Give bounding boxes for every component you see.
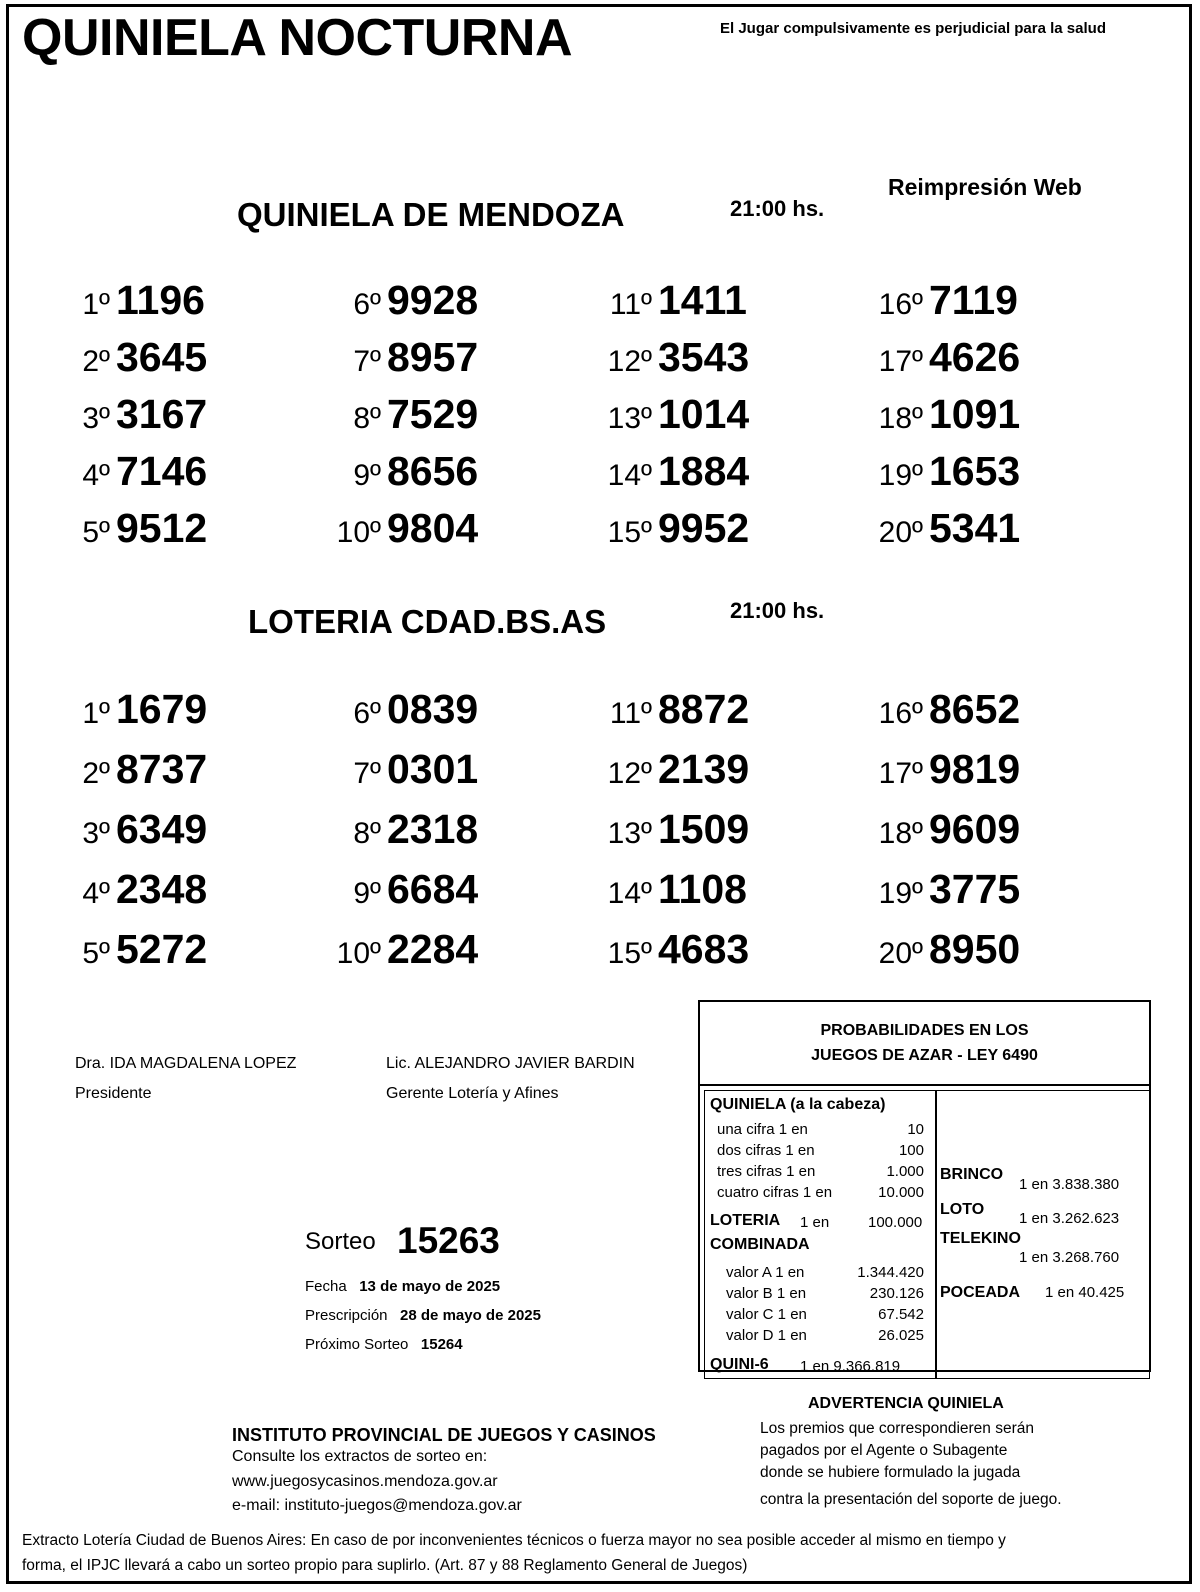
mendoza-title: QUINIELA DE MENDOZA (237, 196, 625, 233)
result-position: 14º (607, 459, 652, 492)
prescripcion-value: 28 de mayo de 2025 (400, 1307, 541, 1324)
probabilities-title-1: PROBABILIDADES EN LOS (820, 1022, 1029, 1039)
result-position: 20º (878, 937, 923, 970)
result-entry (604, 505, 749, 552)
odds-value: 10.000 (878, 1184, 924, 1201)
odds-label: una cifra 1 en (717, 1121, 808, 1138)
result-number: 1884 (658, 448, 750, 494)
result-entry (62, 686, 207, 733)
result-entry (62, 746, 207, 793)
footer-note-line1: Extracto Lotería Ciudad de Buenos Aires: En caso de por inconvenientes técnicos o fuerza mayor no sea posible acceder al mismo en tiempo y (22, 1532, 1006, 1549)
result-number: 1411 (658, 277, 747, 323)
health-warning: El Jugar compulsivamente es perjudicial para la salud (720, 20, 1106, 37)
loteria-time: 21:00 hs. (730, 598, 825, 623)
odds-label: valor D 1 en (726, 1327, 807, 1344)
result-entry (875, 746, 1020, 793)
odds-value: 1.000 (886, 1163, 924, 1180)
loteria-title: LOTERIA CDAD.BS.AS (248, 603, 607, 640)
result-number: 0301 (387, 746, 479, 792)
result-number: 6349 (116, 806, 208, 852)
poceada-odds-head: POCEADA (940, 1284, 1021, 1301)
odds-label: cuatro cifras 1 en (717, 1184, 833, 1201)
result-entry (604, 806, 749, 853)
result-entry (62, 448, 207, 495)
result-number: 1679 (116, 686, 208, 732)
result-position: 16º (878, 697, 923, 730)
result-entry (62, 926, 207, 973)
result-position: 5º (82, 937, 110, 970)
result-position: 4º (82, 459, 110, 492)
result-number: 8957 (387, 334, 479, 380)
result-entry (62, 866, 207, 913)
advertencia-title: ADVERTENCIA QUINIELA (808, 1395, 1004, 1412)
result-number: 3543 (658, 334, 750, 380)
result-entry (604, 746, 749, 793)
result-number: 5341 (929, 505, 1021, 551)
telekino-odds-head: TELEKINO (940, 1230, 1021, 1247)
result-entry (62, 277, 205, 324)
probabilities-divider (698, 1084, 1151, 1086)
advertencia-line: Los premios que correspondieren serán (760, 1420, 1034, 1437)
result-entry (604, 277, 747, 324)
brinco-odds-value: 1 en 3.838.380 (1019, 1176, 1120, 1193)
odds-value: 1.344.420 (857, 1264, 924, 1281)
result-number: 8872 (658, 686, 750, 732)
result-number: 9609 (929, 806, 1021, 852)
result-position: 18º (878, 402, 923, 435)
result-number: 8656 (387, 448, 479, 494)
result-entry (604, 334, 749, 381)
result-position: 13º (607, 402, 652, 435)
result-number: 1196 (116, 277, 205, 323)
result-entry (62, 334, 207, 381)
result-entry (604, 448, 749, 495)
result-number: 3775 (929, 866, 1021, 912)
result-position: 19º (878, 877, 923, 910)
loto-odds-head: LOTO (940, 1201, 985, 1218)
result-number: 4626 (929, 334, 1021, 380)
result-position: 7º (353, 757, 381, 790)
result-number: 3167 (116, 391, 208, 437)
result-position: 6º (353, 288, 381, 321)
result-position: 11º (609, 288, 652, 321)
result-number: 9819 (929, 746, 1021, 792)
result-number: 9804 (387, 505, 479, 551)
result-number: 2318 (387, 806, 479, 852)
result-entry (604, 391, 749, 438)
result-number: 7529 (387, 391, 479, 437)
result-number: 9952 (658, 505, 750, 551)
fecha-value: 13 de mayo de 2025 (359, 1278, 501, 1295)
odds-value: 67.542 (878, 1306, 924, 1323)
result-entry (604, 866, 747, 913)
institute-email-link[interactable]: e-mail: instituto-juegos@mendoza.gov.ar (232, 1497, 522, 1514)
institute-website-link[interactable]: www.juegosycasinos.mendoza.gov.ar (232, 1473, 498, 1490)
result-position: 14º (607, 877, 652, 910)
result-entry (875, 391, 1020, 438)
odds-value: 10 (907, 1121, 924, 1138)
odds-label: valor B 1 en (726, 1285, 807, 1302)
result-position: 12º (607, 345, 652, 378)
result-position: 9º (353, 877, 381, 910)
result-entry (333, 746, 478, 793)
signatory-left-name: Dra. IDA MAGDALENA LOPEZ (75, 1055, 297, 1072)
institute-name: INSTITUTO PROVINCIAL DE JUEGOS Y CASINOS (232, 1425, 656, 1445)
result-entry (604, 686, 749, 733)
result-number: 6684 (387, 866, 479, 912)
result-position: 2º (82, 757, 110, 790)
result-entry (333, 866, 478, 913)
result-entry (875, 334, 1020, 381)
result-position: 17º (878, 757, 923, 790)
result-entry (875, 866, 1020, 913)
result-number: 1509 (658, 806, 750, 852)
result-position: 18º (878, 817, 923, 850)
result-position: 10º (336, 516, 381, 549)
loto-odds-value: 1 en 3.262.623 (1019, 1210, 1120, 1227)
result-number: 1653 (929, 448, 1021, 494)
result-entry (62, 505, 207, 552)
result-position: 15º (607, 937, 652, 970)
result-position: 2º (82, 345, 110, 378)
result-position: 20º (878, 516, 923, 549)
result-position: 8º (353, 402, 381, 435)
result-number: 7119 (929, 277, 1018, 323)
odds-label: dos cifras 1 en (717, 1142, 815, 1159)
result-number: 1108 (658, 866, 747, 912)
result-entry (875, 277, 1018, 324)
result-position: 10º (336, 937, 381, 970)
result-position: 3º (82, 402, 110, 435)
result-number: 2284 (387, 926, 479, 972)
footer-note-line2: forma, el IPJC llevará a cabo un sorteo propio para suplirlo. (Art. 87 y 88 Reglamento General de Juegos) (22, 1557, 748, 1574)
odds-label: valor A 1 en (726, 1264, 805, 1281)
fecha-row (305, 1278, 500, 1295)
result-entry (333, 448, 478, 495)
brinco-odds-head: BRINCO (940, 1166, 1004, 1183)
probabilities-column-divider (935, 1090, 937, 1379)
result-number: 1091 (929, 391, 1021, 437)
fecha-label: Fecha (305, 1278, 347, 1295)
result-entry (333, 277, 478, 324)
proximo-row (305, 1336, 463, 1353)
odds-value: 230.126 (869, 1285, 924, 1302)
result-position: 17º (878, 345, 923, 378)
result-entry (875, 926, 1020, 973)
advertencia-line: pagados por el Agente o Subagente (760, 1442, 1008, 1459)
result-position: 1º (82, 697, 110, 730)
quini6-odds-value: 1 en 9.366.819 (800, 1358, 901, 1375)
signatory-left-role: Presidente (75, 1085, 152, 1102)
result-number: 9928 (387, 277, 479, 323)
result-position: 6º (353, 697, 381, 730)
result-position: 5º (82, 516, 110, 549)
result-position: 3º (82, 817, 110, 850)
result-number: 2348 (116, 866, 208, 912)
result-entry (333, 334, 478, 381)
prescripcion-row (305, 1307, 541, 1324)
probabilities-title-2: JUEGOS DE AZAR - LEY 6490 (811, 1047, 1038, 1064)
advertencia-line: contra la presentación del soporte de juego. (760, 1491, 1062, 1508)
odds-label: tres cifras 1 en (717, 1163, 816, 1180)
telekino-odds-value: 1 en 3.268.760 (1019, 1249, 1120, 1266)
sorteo-number: 15263 (397, 1220, 500, 1261)
result-entry (62, 806, 207, 853)
page-title: QUINIELA NOCTURNA (22, 9, 572, 67)
result-number: 0839 (387, 686, 479, 732)
result-position: 9º (353, 459, 381, 492)
mendoza-time: 21:00 hs. (730, 196, 825, 221)
sorteo-label: Sorteo (305, 1228, 376, 1255)
result-number: 1014 (658, 391, 750, 437)
result-entry (333, 391, 478, 438)
poceada-odds-value: 1 en 40.425 (1045, 1284, 1125, 1301)
result-number: 3645 (116, 334, 208, 380)
result-entry (62, 391, 207, 438)
combinada-odds-head: COMBINADA (710, 1236, 810, 1253)
loteria-odds-label: 1 en (800, 1214, 830, 1231)
signatory-right-role: Gerente Lotería y Afines (386, 1085, 559, 1102)
result-entry (333, 926, 478, 973)
result-number: 8950 (929, 926, 1021, 972)
result-position: 13º (607, 817, 652, 850)
result-position: 16º (878, 288, 923, 321)
result-number: 4683 (658, 926, 750, 972)
result-position: 15º (607, 516, 652, 549)
advertencia-line: donde se hubiere formulado la jugada (760, 1464, 1021, 1481)
odds-label: valor C 1 en (726, 1306, 807, 1323)
loteria-odds-head: LOTERIA (710, 1212, 781, 1229)
result-position: 4º (82, 877, 110, 910)
result-entry (875, 806, 1020, 853)
result-position: 19º (878, 459, 923, 492)
proximo-label: Próximo Sorteo (305, 1336, 409, 1353)
result-number: 5272 (116, 926, 208, 972)
institute-consult: Consulte los extractos de sorteo en: (232, 1448, 488, 1465)
result-position: 1º (82, 288, 110, 321)
quiniela-odds-head: QUINIELA (a la cabeza) (710, 1096, 886, 1113)
result-entry (875, 505, 1020, 552)
result-number: 2139 (658, 746, 750, 792)
result-number: 8652 (929, 686, 1021, 732)
result-entry (333, 686, 478, 733)
result-entry (875, 686, 1020, 733)
result-entry (333, 505, 478, 552)
result-number: 7146 (116, 448, 208, 494)
quini6-odds-head: QUINI-6 (710, 1356, 769, 1373)
prescripcion-label: Prescripción (305, 1307, 388, 1324)
result-position: 12º (607, 757, 652, 790)
result-position: 7º (353, 345, 381, 378)
loteria-odds-value: 100.000 (868, 1214, 923, 1231)
result-number: 8737 (116, 746, 208, 792)
result-position: 11º (609, 697, 652, 730)
result-entry (333, 806, 478, 853)
odds-value: 100 (898, 1142, 924, 1159)
result-number: 9512 (116, 505, 208, 551)
proximo-value: 15264 (420, 1336, 463, 1353)
signatory-right-name: Lic. ALEJANDRO JAVIER BARDIN (386, 1055, 635, 1072)
result-entry (604, 926, 749, 973)
result-entry (875, 448, 1020, 495)
result-position: 8º (353, 817, 381, 850)
reprint-label: Reimpresión Web (888, 174, 1082, 200)
odds-value: 26.025 (878, 1327, 924, 1344)
